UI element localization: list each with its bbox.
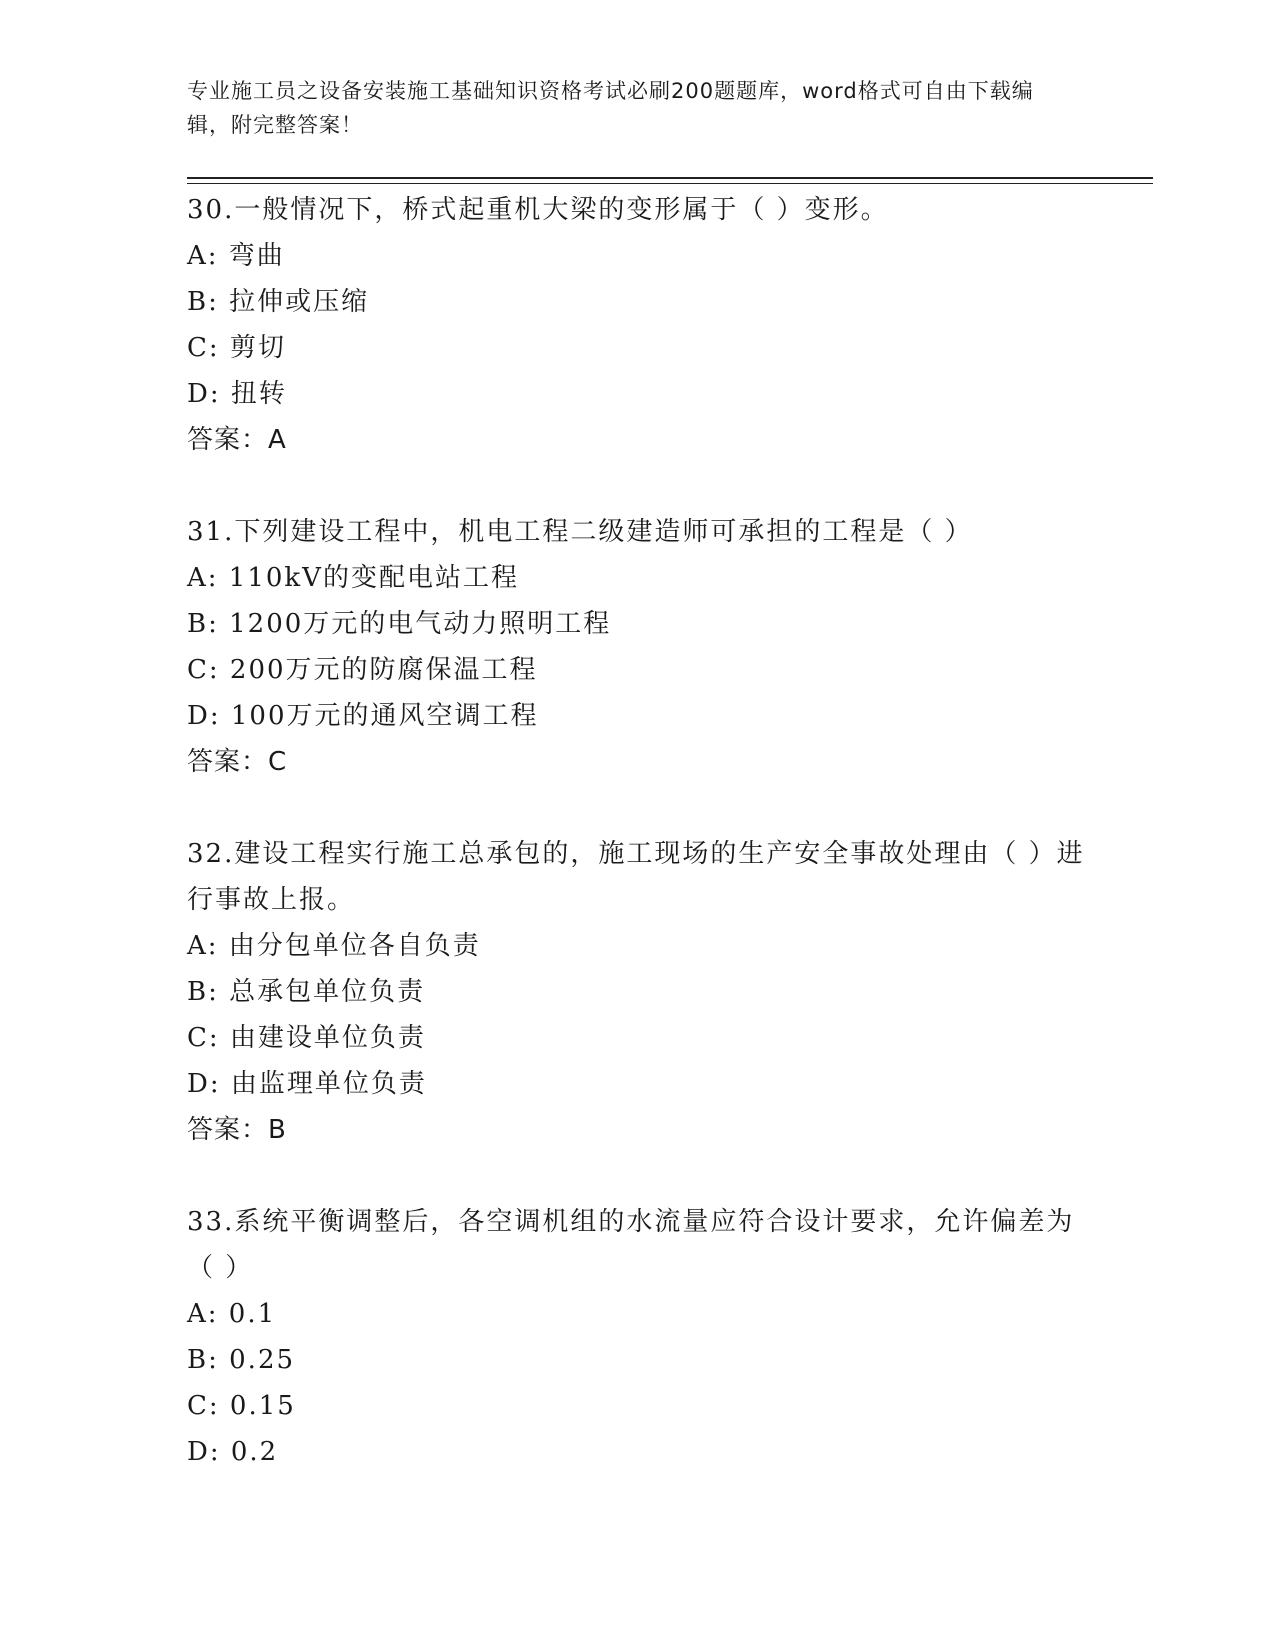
answer-label: 答案：A xyxy=(187,425,287,455)
question-spacer xyxy=(187,1153,1087,1199)
option-d: D: 0.2 xyxy=(187,1437,279,1467)
option-b: B: 1200万元的电气动力照明工程 xyxy=(187,609,612,639)
question-spacer xyxy=(187,463,1087,509)
document-header: 专业施工员之设备安装施工基础知识资格考试必刷200题题库，word格式可自由下载编辑，附完整答案！ xyxy=(187,79,1034,137)
option-a: A: 110kV的变配电站工程 xyxy=(187,563,519,593)
header-divider-thick xyxy=(187,177,1153,179)
option-b: B: 总承包单位负责 xyxy=(187,977,426,1007)
question-text: 33.系统平衡调整后，各空调机组的水流量应符合设计要求，允许偏差为（ ） xyxy=(187,1207,1075,1283)
answer-label: 答案：C xyxy=(187,747,288,777)
option-a: A: 0.1 xyxy=(187,1299,277,1329)
answer-label: 答案：B xyxy=(187,1115,287,1145)
option-c: C: 0.15 xyxy=(187,1391,296,1421)
question-text: 32.建设工程实行施工总承包的，施工现场的生产安全事故处理由（ ）进行事故上报。 xyxy=(187,839,1085,915)
question-text: 30.一般情况下，桥式起重机大梁的变形属于（ ）变形。 xyxy=(187,195,889,225)
option-b: B: 0.25 xyxy=(187,1345,296,1375)
question-item xyxy=(187,831,1087,1153)
option-c: C: 由建设单位负责 xyxy=(187,1023,426,1053)
option-c: C: 剪切 xyxy=(187,333,286,363)
question-item xyxy=(187,1199,1087,1475)
option-a: A: 由分包单位各自负责 xyxy=(187,931,481,961)
option-c: C: 200万元的防腐保温工程 xyxy=(187,655,538,685)
option-d: D: 100万元的通风空调工程 xyxy=(187,701,539,731)
question-list xyxy=(187,187,1087,1475)
option-b: B: 拉伸或压缩 xyxy=(187,287,370,317)
option-a: A: 弯曲 xyxy=(187,241,285,271)
question-spacer xyxy=(187,785,1087,831)
question-item xyxy=(187,509,1087,785)
option-d: D: 扭转 xyxy=(187,379,287,409)
question-text: 31.下列建设工程中，机电工程二级建造师可承担的工程是（ ） xyxy=(187,517,973,547)
option-d: D: 由监理单位负责 xyxy=(187,1069,427,1099)
question-item xyxy=(187,187,1087,463)
header-divider-thin xyxy=(187,183,1153,184)
